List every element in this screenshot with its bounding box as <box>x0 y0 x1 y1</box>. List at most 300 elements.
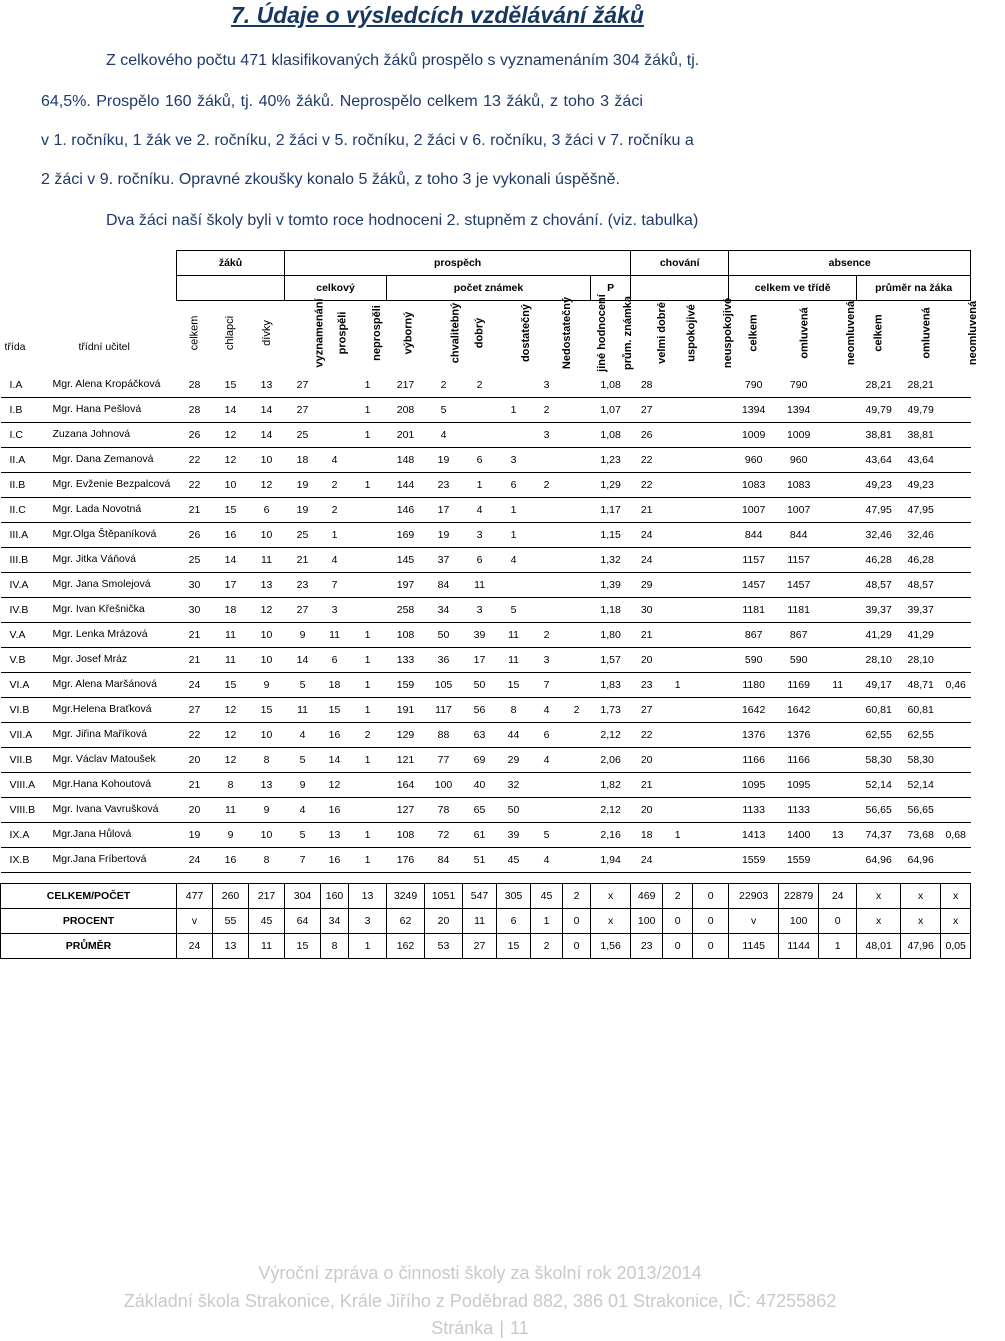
summary-cell: 217 <box>249 883 285 908</box>
col-header-10 <box>531 296 573 369</box>
table-cell <box>531 522 563 547</box>
table-cell <box>693 622 729 647</box>
table-cell: 24 <box>631 547 663 572</box>
teacher-name: Mgr.Jana Fríbertová <box>51 847 177 872</box>
table-cell: 11 <box>213 622 249 647</box>
table-cell: 22 <box>631 722 663 747</box>
summary-cell: 469 <box>631 883 663 908</box>
table-cell <box>941 497 971 522</box>
table-cell: 58,30 <box>857 747 901 772</box>
table-cell: 108 <box>387 822 425 847</box>
table-cell: 32 <box>497 772 531 797</box>
table-cell: 62,55 <box>901 722 941 747</box>
table-cell <box>941 447 971 472</box>
table-cell <box>349 547 387 572</box>
table-cell: 790 <box>729 373 779 398</box>
col-header-label: dostatečný <box>519 303 532 362</box>
table-cell: 1457 <box>729 572 779 597</box>
table-cell <box>941 772 971 797</box>
table-cell: 105 <box>425 672 463 697</box>
table-cell: 191 <box>387 697 425 722</box>
table-cell <box>663 522 693 547</box>
summary-cell: 1144 <box>779 933 819 958</box>
summary-cell: 160 <box>321 883 349 908</box>
table-cell: 19 <box>177 822 213 847</box>
table-cell: 1642 <box>779 697 819 722</box>
table-cell <box>563 522 591 547</box>
table-cell: 2 <box>349 722 387 747</box>
table-cell: 1,29 <box>591 472 631 497</box>
table-cell: 3 <box>497 447 531 472</box>
table-cell: 20 <box>177 747 213 772</box>
table-cell <box>563 597 591 622</box>
teacher-name: Mgr. Lada Novotná <box>51 497 177 522</box>
table-cell: 21 <box>177 647 213 672</box>
table-cell: 176 <box>387 847 425 872</box>
table-cell: 20 <box>177 797 213 822</box>
table-cell: 12 <box>249 597 285 622</box>
summary-cell: 0 <box>819 908 857 933</box>
table-cell: 32,46 <box>857 522 901 547</box>
table-cell <box>349 447 387 472</box>
table-cell: 1394 <box>729 397 779 422</box>
summary-cell: v <box>177 908 213 933</box>
col-header-13 <box>631 301 668 365</box>
class-name: I.C <box>1 422 51 447</box>
table-cell: 10 <box>249 447 285 472</box>
summary-cell: 27 <box>463 933 497 958</box>
summary-cell: 15 <box>497 933 531 958</box>
table-cell: 69 <box>463 747 497 772</box>
table-cell: 1 <box>349 373 387 398</box>
table-row <box>1 597 971 622</box>
col-header-3 <box>285 298 326 368</box>
table-cell: 1 <box>349 822 387 847</box>
col-header-label: výborný <box>401 311 414 355</box>
table-cell: 11 <box>497 622 531 647</box>
col-header-label: prům. známka <box>621 295 634 370</box>
class-name: IX.A <box>1 822 51 847</box>
col-header-label: omluvená <box>920 307 933 359</box>
table-cell <box>563 397 591 422</box>
col-header-5 <box>349 301 387 365</box>
table-cell: 1009 <box>729 422 779 447</box>
table-cell: 58,30 <box>901 747 941 772</box>
table-cell: 4 <box>285 797 321 822</box>
table-cell <box>497 572 531 597</box>
table-cell: 13 <box>249 572 285 597</box>
teacher-name: Mgr. Evženie Bezpalcová <box>51 472 177 497</box>
table-cell: 4 <box>321 547 349 572</box>
table-cell: 2,06 <box>591 747 631 772</box>
table-cell: 28 <box>177 373 213 398</box>
table-cell: 20 <box>631 747 663 772</box>
table-cell: 1,08 <box>591 373 631 398</box>
table-cell: 5 <box>285 747 321 772</box>
table-cell <box>693 672 729 697</box>
table-cell <box>941 397 971 422</box>
col-header-15 <box>693 297 734 368</box>
table-cell <box>563 447 591 472</box>
table-cell: 39,37 <box>901 597 941 622</box>
footer-school-address: Základní škola Strakonice, Krále Jiřího z Poděbrad 882, 386 01 Strakonice, IČ: 47255862 <box>123 1291 837 1311</box>
table-cell <box>663 772 693 797</box>
table-cell: 20 <box>631 797 663 822</box>
summary-cell: 100 <box>779 908 819 933</box>
table-cell: 4 <box>531 747 563 772</box>
table-row <box>1 447 971 472</box>
table-cell: 1133 <box>779 797 819 822</box>
results-table <box>0 250 979 959</box>
table-cell: 12 <box>213 747 249 772</box>
table-cell: 1,39 <box>591 572 631 597</box>
table-cell: 28,21 <box>901 373 941 398</box>
table-cell <box>663 447 693 472</box>
table-cell: 2 <box>463 373 497 398</box>
col-header-label: chvalitebný <box>448 302 461 364</box>
table-cell <box>563 772 591 797</box>
table-cell: 9 <box>249 672 285 697</box>
col-header-trida: třída <box>4 340 26 353</box>
summary-cell: x <box>901 883 941 908</box>
table-cell <box>463 397 497 422</box>
teacher-name: Mgr.Helena Braťková <box>51 697 177 722</box>
table-cell <box>693 373 729 398</box>
table-row <box>1 472 971 497</box>
footer-page <box>0 1318 960 1339</box>
table-cell: 117 <box>425 697 463 722</box>
class-name: II.A <box>1 447 51 472</box>
table-cell: 1559 <box>779 847 819 872</box>
table-cell: 2,12 <box>591 722 631 747</box>
col-header-label: dobrý <box>473 317 486 349</box>
table-cell <box>693 572 729 597</box>
table-cell: 590 <box>779 647 819 672</box>
table-cell <box>941 597 971 622</box>
table-row <box>1 847 971 872</box>
col-header-18 <box>819 301 857 365</box>
table-cell: 17 <box>213 572 249 597</box>
table-row <box>1 772 971 797</box>
table-cell: 1 <box>349 647 387 672</box>
footer-page-number: 11 <box>510 1318 529 1338</box>
table-cell: 1083 <box>729 472 779 497</box>
group-header-prospech: prospěch <box>285 251 631 276</box>
table-cell: 16 <box>321 847 349 872</box>
teacher-name: Mgr.Olga Štěpaníková <box>51 522 177 547</box>
class-name: IV.B <box>1 597 51 622</box>
table-cell: 14 <box>249 397 285 422</box>
summary-cell: 13 <box>349 883 387 908</box>
class-name: IV.A <box>1 572 51 597</box>
summary-cell: 0 <box>693 908 729 933</box>
table-cell: 3 <box>463 597 497 622</box>
summary-cell: x <box>591 908 631 933</box>
table-cell: 24 <box>177 672 213 697</box>
summary-cell: 0,05 <box>941 933 971 958</box>
table-cell: 47,95 <box>901 497 941 522</box>
table-cell <box>941 422 971 447</box>
summary-cell: 53 <box>425 933 463 958</box>
col-header-20 <box>901 301 941 365</box>
table-cell <box>819 697 857 722</box>
table-cell: 1009 <box>779 422 819 447</box>
table-cell <box>531 572 563 597</box>
table-cell: 2 <box>321 472 349 497</box>
table-cell: 14 <box>213 547 249 572</box>
table-cell: 4 <box>425 422 463 447</box>
teacher-name: Mgr. Ivan Křešnička <box>51 597 177 622</box>
table-cell: 2 <box>563 697 591 722</box>
table-cell: 10 <box>249 722 285 747</box>
table-cell: 10 <box>249 822 285 847</box>
table-cell: 88 <box>425 722 463 747</box>
summary-cell: 15 <box>285 933 321 958</box>
table-cell <box>693 522 729 547</box>
table-cell: 26 <box>631 422 663 447</box>
table-cell: 164 <box>387 772 425 797</box>
table-cell: 11 <box>213 797 249 822</box>
table-cell: 8 <box>249 747 285 772</box>
table-cell <box>563 422 591 447</box>
teacher-name: Mgr. Lenka Mrázová <box>51 622 177 647</box>
table-cell: 1 <box>349 397 387 422</box>
table-cell: 61 <box>463 822 497 847</box>
table-cell: 3 <box>531 647 563 672</box>
table-cell: 1095 <box>779 772 819 797</box>
table-cell <box>819 472 857 497</box>
table-cell: 15 <box>497 672 531 697</box>
col-header-6 <box>387 301 425 365</box>
table-cell: 28,21 <box>857 373 901 398</box>
table-cell: 14 <box>213 397 249 422</box>
table-row <box>1 497 971 522</box>
table-cell: 74,37 <box>857 822 901 847</box>
col-header-0 <box>177 301 213 365</box>
table-cell: 41,29 <box>857 622 901 647</box>
class-name: II.B <box>1 472 51 497</box>
table-cell <box>563 847 591 872</box>
table-cell: 2 <box>531 397 563 422</box>
table-cell <box>941 647 971 672</box>
summary-label: PRŮMĚR <box>1 933 177 958</box>
paragraph-line-4: 2 žáci v 9. ročníku. Opravné zkoušky konalo 5 žáků, z toho 3 je vykonali úspěšně. <box>41 171 620 188</box>
table-cell <box>819 422 857 447</box>
col-header-label: jiné hodnocení <box>595 293 608 372</box>
col-header-tridni-ucitel: třídní učitel <box>78 340 130 353</box>
table-cell <box>819 847 857 872</box>
table-cell: 25 <box>285 522 321 547</box>
col-header-9 <box>497 301 531 365</box>
table-cell <box>941 697 971 722</box>
col-header-17 <box>779 301 819 365</box>
teacher-name: Mgr. Václav Matoušek <box>51 747 177 772</box>
table-cell: 36 <box>425 647 463 672</box>
table-cell <box>321 422 349 447</box>
table-cell: 50 <box>463 672 497 697</box>
table-cell: 17 <box>425 497 463 522</box>
paragraph-line-2: 64,5%. Prospělo 160 žáků, tj. 40% žáků. Neprospělo celkem 13 žáků, z toho 3 žáci <box>41 93 643 110</box>
col-header-19 <box>857 301 901 365</box>
table-cell: 63 <box>463 722 497 747</box>
table-cell: 1,17 <box>591 497 631 522</box>
table-cell <box>563 747 591 772</box>
table-cell <box>497 373 531 398</box>
table-cell: 5 <box>531 822 563 847</box>
table-cell <box>693 822 729 847</box>
table-cell <box>693 597 729 622</box>
summary-cell: 2 <box>663 883 693 908</box>
table-cell: 1,94 <box>591 847 631 872</box>
table-cell <box>563 722 591 747</box>
table-cell <box>531 497 563 522</box>
table-cell: 1559 <box>729 847 779 872</box>
table-cell: 5 <box>285 822 321 847</box>
summary-cell: 3249 <box>387 883 425 908</box>
table-cell: 43,64 <box>857 447 901 472</box>
table-cell: 6 <box>249 497 285 522</box>
table-cell: 50 <box>497 797 531 822</box>
table-cell <box>941 747 971 772</box>
table-cell: 47,95 <box>857 497 901 522</box>
table-cell: 10 <box>249 647 285 672</box>
table-cell: 39 <box>497 822 531 847</box>
col-header-label: celkem <box>872 314 885 352</box>
table-cell <box>663 497 693 522</box>
table-cell: 22 <box>177 472 213 497</box>
table-cell: 1 <box>321 522 349 547</box>
table-cell: 217 <box>387 373 425 398</box>
table-cell <box>663 847 693 872</box>
table-cell: 9 <box>285 772 321 797</box>
footer-report-title: Výroční zpráva o činnosti školy za školní rok 2013/2014 <box>258 1263 702 1283</box>
table-cell: 12 <box>249 472 285 497</box>
summary-label: PROCENT <box>1 908 177 933</box>
sub-header-p: P <box>591 276 631 301</box>
table-cell <box>563 797 591 822</box>
table-cell: 1181 <box>779 597 819 622</box>
table-cell: 1169 <box>779 672 819 697</box>
table-cell: 7 <box>531 672 563 697</box>
table-cell: 960 <box>729 447 779 472</box>
table-cell: 21 <box>631 497 663 522</box>
table-cell <box>563 547 591 572</box>
table-cell: 15 <box>213 373 249 398</box>
table-cell <box>941 373 971 398</box>
table-cell: 38,81 <box>857 422 901 447</box>
summary-cell: 23 <box>631 933 663 958</box>
table-row <box>1 572 971 597</box>
table-cell: 62,55 <box>857 722 901 747</box>
table-cell: 1,57 <box>591 647 631 672</box>
table-cell: 2 <box>425 373 463 398</box>
table-cell: 21 <box>631 772 663 797</box>
table-cell: 790 <box>779 373 819 398</box>
table-cell: 1,83 <box>591 672 631 697</box>
summary-cell: 477 <box>177 883 213 908</box>
table-cell <box>693 747 729 772</box>
section-heading: 7. Údaje o výsledcích vzdělávání žáků <box>231 2 644 28</box>
table-cell: 52,14 <box>857 772 901 797</box>
summary-cell: 0 <box>663 908 693 933</box>
table-cell: 1157 <box>779 547 819 572</box>
table-cell: 23 <box>425 472 463 497</box>
table-cell: 1,07 <box>591 397 631 422</box>
table-cell: 39,37 <box>857 597 901 622</box>
table-cell <box>497 422 531 447</box>
class-name: I.B <box>1 397 51 422</box>
table-cell: 21 <box>177 622 213 647</box>
table-cell <box>663 697 693 722</box>
table-cell <box>941 847 971 872</box>
table-cell: 22 <box>177 447 213 472</box>
table-cell <box>819 622 857 647</box>
table-cell: 5 <box>497 597 531 622</box>
table-cell <box>693 847 729 872</box>
summary-cell: x <box>941 908 971 933</box>
table-cell: 6 <box>463 547 497 572</box>
table-cell <box>941 797 971 822</box>
summary-cell: 62 <box>387 908 425 933</box>
table-cell: 13 <box>321 822 349 847</box>
table-cell: 590 <box>729 647 779 672</box>
table-cell: 65 <box>463 797 497 822</box>
table-cell: 15 <box>213 497 249 522</box>
summary-cell: 1 <box>819 933 857 958</box>
table-cell: 32,46 <box>901 522 941 547</box>
col-header-1 <box>213 301 249 365</box>
table-cell: 1007 <box>729 497 779 522</box>
table-cell: 49,23 <box>857 472 901 497</box>
table-cell <box>663 597 693 622</box>
table-cell: 21 <box>177 497 213 522</box>
summary-label: CELKEM/POČET <box>1 883 177 908</box>
col-header-label: neomluvená <box>844 300 857 365</box>
table-cell: 13 <box>249 373 285 398</box>
table-cell: 1095 <box>729 772 779 797</box>
table-cell: 1166 <box>729 747 779 772</box>
class-name: II.C <box>1 497 51 522</box>
class-name: V.B <box>1 647 51 672</box>
table-cell <box>563 647 591 672</box>
teacher-name: Mgr.Hana Kohoutová <box>51 772 177 797</box>
table-cell <box>663 422 693 447</box>
table-cell: 77 <box>425 747 463 772</box>
table-cell: 11 <box>463 572 497 597</box>
table-cell: 25 <box>177 547 213 572</box>
table-cell <box>941 722 971 747</box>
table-cell: 3 <box>531 373 563 398</box>
table-cell: 1 <box>497 497 531 522</box>
table-cell: 22 <box>631 447 663 472</box>
table-cell <box>531 597 563 622</box>
table-cell <box>693 472 729 497</box>
table-cell: 27 <box>631 397 663 422</box>
table-cell: 22 <box>177 722 213 747</box>
table-cell: 1,73 <box>591 697 631 722</box>
table-cell: 133 <box>387 647 425 672</box>
table-cell <box>663 747 693 772</box>
table-cell: 12 <box>321 772 349 797</box>
table-cell: 1 <box>663 672 693 697</box>
table-cell: 1394 <box>779 397 819 422</box>
class-name: III.A <box>1 522 51 547</box>
table-cell: 51 <box>463 847 497 872</box>
table-cell: 3 <box>531 422 563 447</box>
summary-cell: 1145 <box>729 933 779 958</box>
table-cell: 1 <box>497 397 531 422</box>
table-cell: 1376 <box>729 722 779 747</box>
